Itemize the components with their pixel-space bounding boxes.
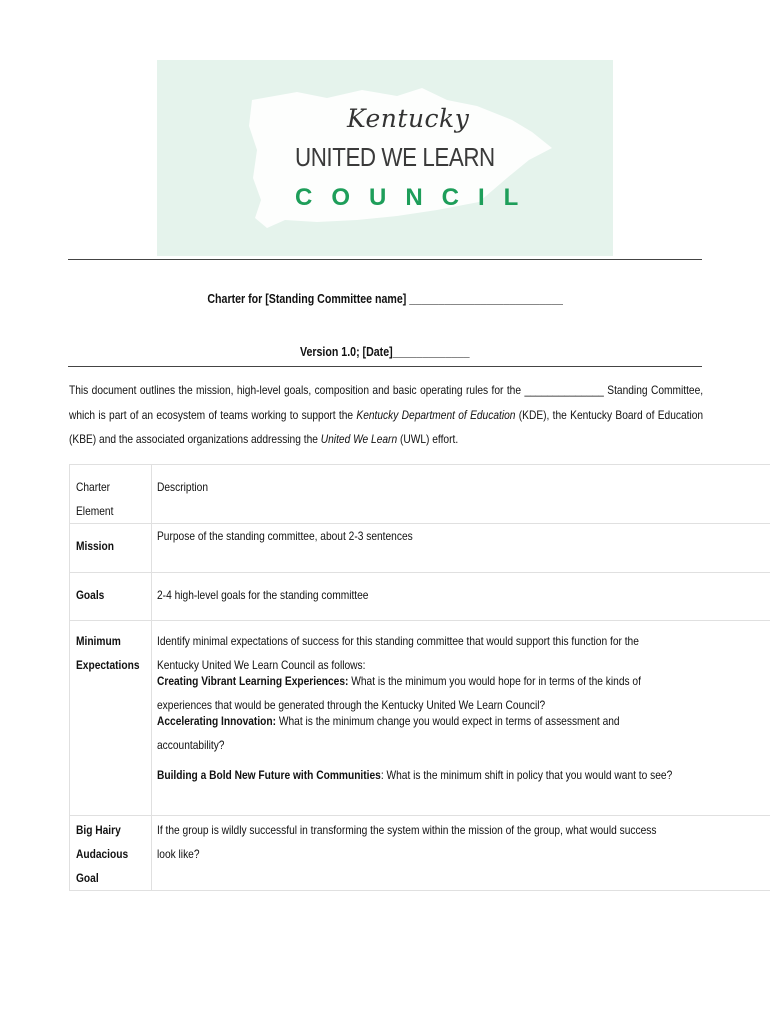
row-desc-mission: Purpose of the standing committee, about 2-3 sentences	[151, 524, 770, 573]
min-intro: Identify minimal expectations of success for this standing committee that would support this function for the Kentucky United We Learn Council as follows:	[156, 634, 639, 672]
uwl-italic: United We Learn	[320, 432, 398, 446]
version-line: Version 1.0; [Date]_____________	[300, 345, 470, 359]
row-label-mission: Mission	[70, 524, 152, 573]
divider-top	[68, 259, 702, 260]
charter-title: Charter for [Standing Committee name] __________________________	[207, 292, 563, 306]
intro-paragraph: This document outlines the mission, high-level goals, composition and basic operating rules for the ______________ Standing Committee, which is part of an ecosystem of teams working to support the Kentucky Department of Education (KDE), the Kentucky Board of Education (KBE) and the associated organizations addressing the United We Learn (UWL) effort.	[69, 383, 704, 446]
table-header-row	[70, 465, 770, 524]
table-row	[70, 621, 770, 816]
row-desc-min-expectations	[151, 621, 770, 816]
header-cell-element: Charter Element	[70, 465, 152, 524]
logo-title-text: UNITED WE LEARN	[295, 142, 495, 172]
kde-italic: Kentucky Department of Education	[356, 407, 516, 422]
table-row	[70, 524, 770, 573]
expectation-2: Accelerating Innovation: What is the minimum change you would expect in terms of assessment and accountability?	[156, 714, 620, 752]
charter-table	[69, 464, 770, 891]
row-label-goals: Goals	[70, 573, 152, 621]
table-row	[70, 816, 770, 891]
expectation-1: Creating Vibrant Learning Experiences: What is the minimum you would hope for in terms of the kinds of experiences that would be generated through the Kentucky United We Learn Council?	[156, 674, 641, 712]
logo	[157, 60, 613, 256]
divider-bottom	[68, 366, 702, 367]
row-label-bhag: Big Hairy Audacious Goal	[70, 816, 152, 891]
logo-council-text: COUNCIL	[295, 184, 538, 211]
logo-script-text: Kentucky	[347, 104, 470, 133]
row-label-min-expectations: Minimum Expectations	[70, 621, 152, 816]
row-desc-bhag: If the group is wildly successful in transforming the system within the mission of the group, what would success look like?	[151, 816, 770, 891]
table-row	[70, 573, 770, 621]
expectation-3: Building a Bold New Future with Communities: What is the minimum shift in policy that you would want to see?	[156, 768, 672, 782]
header-cell-description: Description	[151, 465, 770, 524]
row-desc-goals: 2-4 high-level goals for the standing committee	[151, 573, 770, 621]
